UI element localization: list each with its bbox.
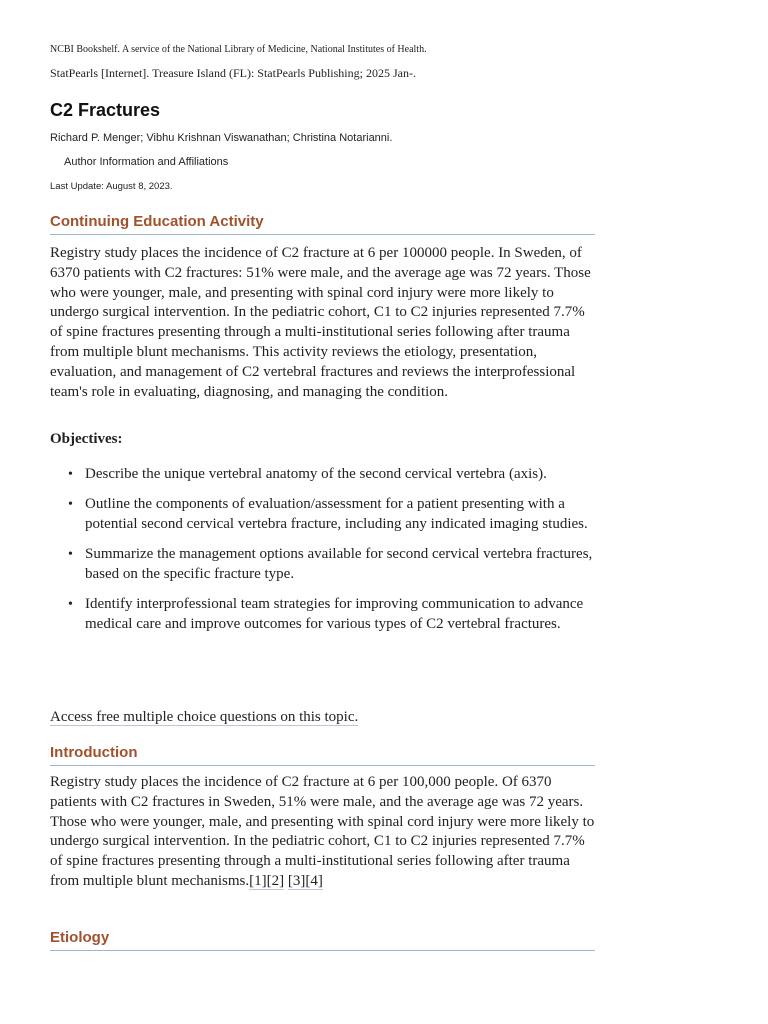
introduction-paragraph bbox=[50, 773, 595, 892]
reference-link-3[interactable]: [3] bbox=[287, 872, 306, 889]
reference-link-2[interactable]: [2] bbox=[266, 872, 285, 889]
objective-item: • Summarize the management options available for second cervical vertebra fractures, based on the specific fracture type. bbox=[85, 545, 595, 585]
ce-activity-paragraph: Registry study places the incidence of C2 fracture at 6 per 100000 people. In Sweden, of 6370 patients with C2 fractures: 51% were male, and the average age was 72 years. Those who were younger, male, and presenting with spinal cord injury were more likely to undergo surgical intervention. In the pediatric cohort, C1 to C2 injuries represented 7.7% of spine fractures presenting through a multi-institutional series following after trauma from multiple blunt mechanisms. This activity reviews the etiology, presentation, evaluation, and management of C2 vertebral fractures and reviews the interprofessional team's role in evaluating, diagnosing, and managing the condition. bbox=[50, 245, 591, 400]
bookshelf-notice: NCBI Bookshelf. A service of the National Library of Medicine, National Institutes of Health. bbox=[50, 44, 427, 55]
reference-link-4[interactable]: [4] bbox=[305, 872, 323, 889]
access-questions-link[interactable]: Access free multiple choice questions on this topic. bbox=[50, 709, 359, 725]
access-questions-container bbox=[50, 707, 358, 727]
author-list: Richard P. Menger; Vibhu Krishnan Viswanathan; Christina Notarianni. bbox=[50, 132, 393, 144]
section-heading-introduction: Introduction bbox=[50, 743, 595, 766]
objectives-list bbox=[50, 465, 595, 646]
objective-item: • Describe the unique vertebral anatomy of the second cervical vertebra (axis). bbox=[85, 465, 595, 485]
section-heading-continuing-education: Continuing Education Activity bbox=[50, 212, 595, 235]
objectives-label: Objectives: bbox=[50, 431, 123, 447]
citation-line: StatPearls [Internet]. Treasure Island (FL): StatPearls Publishing; 2025 Jan-. bbox=[50, 66, 416, 80]
introduction-text: Registry study places the incidence of C2 fracture at 6 per 100,000 people. Of 6370 patients with C2 fractures in Sweden, 51% were male, and the average age was 72 years. Those who were younger, male, and presenting with spinal cord injury were more likely to undergo surgical intervention. In the pediatric cohort, C1 to C2 injuries represented 7.7% of spine fractures presenting through a multi-institutional series following after trauma from multiple blunt mechanisms. bbox=[50, 774, 595, 889]
objective-item: • Outline the components of evaluation/assessment for a patient presenting with a potential second cervical vertebra fracture, including any indicated imaging studies. bbox=[85, 495, 595, 535]
author-affiliations-link[interactable]: Author Information and Affiliations bbox=[64, 156, 229, 168]
section-heading-etiology: Etiology bbox=[50, 928, 595, 951]
reference-link-1[interactable]: [1] bbox=[249, 872, 267, 889]
last-update: Last Update: August 8, 2023. bbox=[50, 181, 173, 192]
page-title: C2 Fractures bbox=[50, 100, 161, 120]
objective-item: • Identify interprofessional team strategies for improving communication to advance medical care and improve outcomes for various types of C2 vertebral fractures. bbox=[85, 595, 595, 635]
